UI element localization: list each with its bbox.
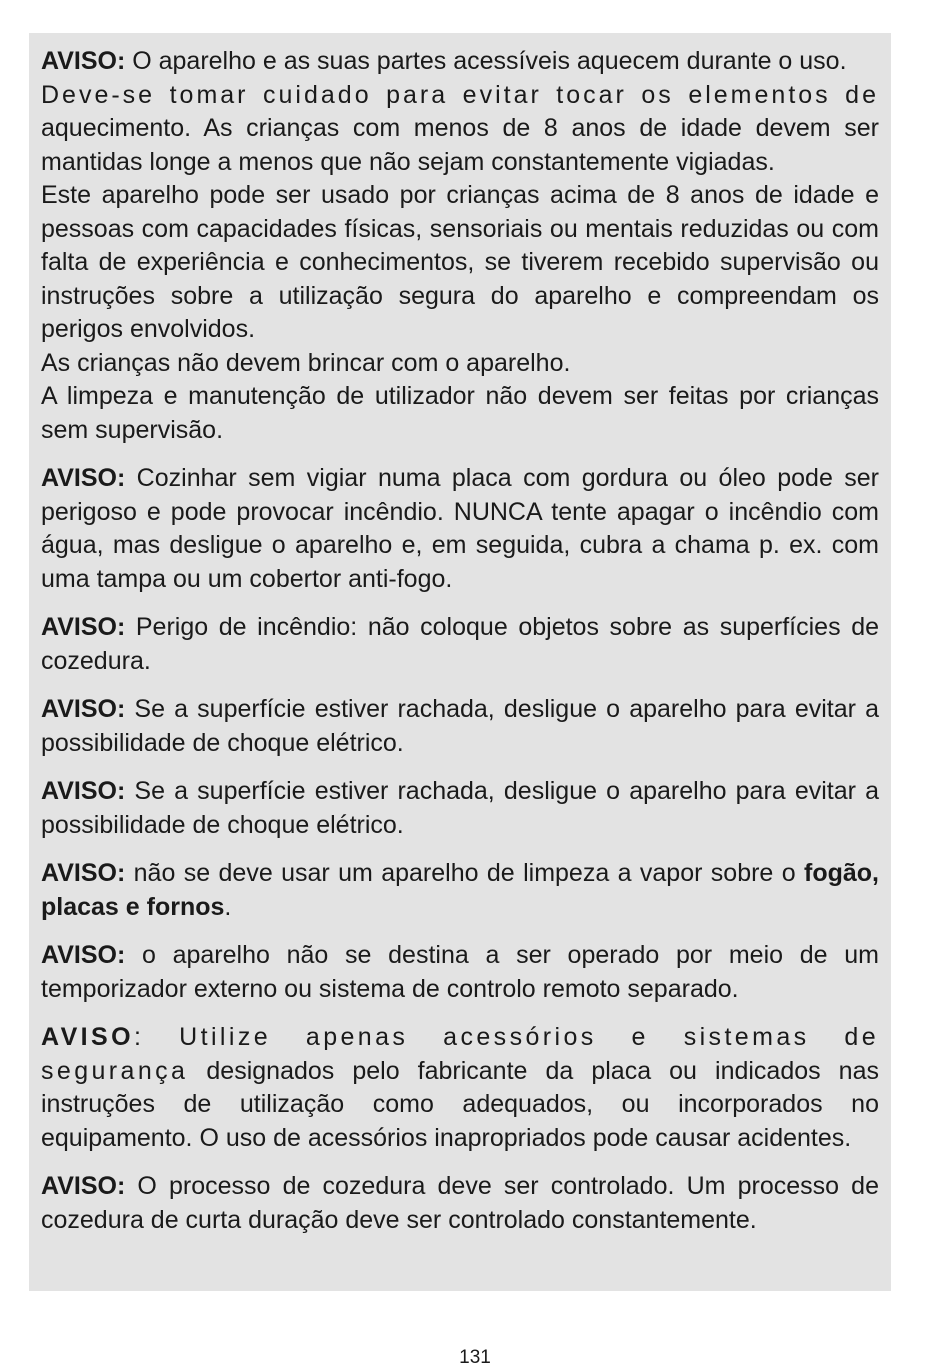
warning-text: Cozinhar sem vigiar numa placa com gordura ou óleo pode ser perigoso e pode provocar incêndio. NUNCA tente apagar o incêndio com água, mas desligue o aparelho e, em seguida, cubra a chama p. ex. com uma tampa ou um cobertor anti-fogo.	[41, 464, 879, 593]
warning-paragraph-external-timer	[41, 939, 879, 1006]
warning-text: não se deve usar um aparelho de limpeza a vapor sobre o	[125, 859, 804, 887]
warning-text: A limpeza e manutenção de utilizador não devem ser feitas por crianças sem supervisão.	[41, 382, 879, 444]
warning-label: AVISO	[41, 1023, 134, 1051]
warning-text: Deve-se tomar cuidado para evitar tocar os elementos de	[41, 80, 879, 109]
warning-label: AVISO:	[41, 695, 126, 723]
warning-paragraph-accessories	[41, 1021, 879, 1155]
warning-box	[29, 33, 891, 1291]
warning-label: AVISO:	[41, 464, 126, 492]
warning-paragraph-fire-objects	[41, 611, 879, 678]
warning-text: Se a superfície estiver rachada, desligue o aparelho para evitar a possibilidade de choque elétrico.	[41, 695, 879, 757]
warning-label: AVISO:	[41, 1172, 126, 1200]
warning-text: o aparelho não se destina a ser operado por meio de um temporizador externo ou sistema de controlo remoto separado.	[41, 941, 879, 1003]
warning-text: Este aparelho pode ser usado por crianças acima de 8 anos de idade e pessoas com capacidades físicas, sensoriais ou mentais reduzidas ou com falta de experiência e conhecimentos, se tiverem recebido supervisão ou instruções sobre a utilização segura do aparelho e compreendam os perigos envolvidos.	[41, 181, 879, 343]
warning-label: AVISO:	[41, 941, 126, 969]
warning-paragraph-hot-surfaces	[41, 45, 879, 447]
warning-label: AVISO:	[41, 859, 126, 887]
warning-paragraph-cracked-surface	[41, 693, 879, 760]
warning-emphasis: fogão, placas e fornos	[41, 859, 879, 921]
page-number: 131	[459, 1347, 491, 1368]
warning-paragraph-fire-oil	[41, 462, 879, 596]
warning-text: : Utilize apenas acessórios e sistemas de segurança	[41, 1023, 879, 1085]
warning-text: .	[224, 892, 232, 921]
warning-paragraph-cracked-surface-repeat	[41, 775, 879, 842]
warning-label: AVISO:	[41, 777, 126, 805]
warning-text: Se a superfície estiver rachada, desligue o aparelho para evitar a possibilidade de choque elétrico.	[41, 777, 879, 839]
warning-paragraph-steam-cleaner	[41, 857, 879, 924]
warning-paragraph-cooking-supervision	[41, 1170, 879, 1237]
warning-text: As crianças não devem brincar com o aparelho.	[41, 348, 571, 377]
warning-text: Perigo de incêndio: não coloque objetos sobre as superfícies de cozedura.	[41, 613, 879, 675]
warning-label: AVISO:	[41, 613, 126, 641]
warning-text: designados pelo fabricante da placa ou indicados nas instruções de utilização como adequados, ou incorporados no equipamento. O uso de acessórios inapropriados pode causar acidentes.	[41, 1056, 879, 1152]
warning-text: O processo de cozedura deve ser controlado. Um processo de cozedura de curta duração deve ser controlado constantemente.	[41, 1172, 879, 1234]
warning-text: aquecimento. As crianças com menos de 8 anos de idade devem ser mantidas longe a menos que não sejam constantemente vigiadas.	[41, 114, 879, 176]
warning-label: AVISO:	[41, 47, 126, 75]
warning-text: O aparelho e as suas partes acessíveis aquecem durante o uso.	[125, 47, 847, 75]
